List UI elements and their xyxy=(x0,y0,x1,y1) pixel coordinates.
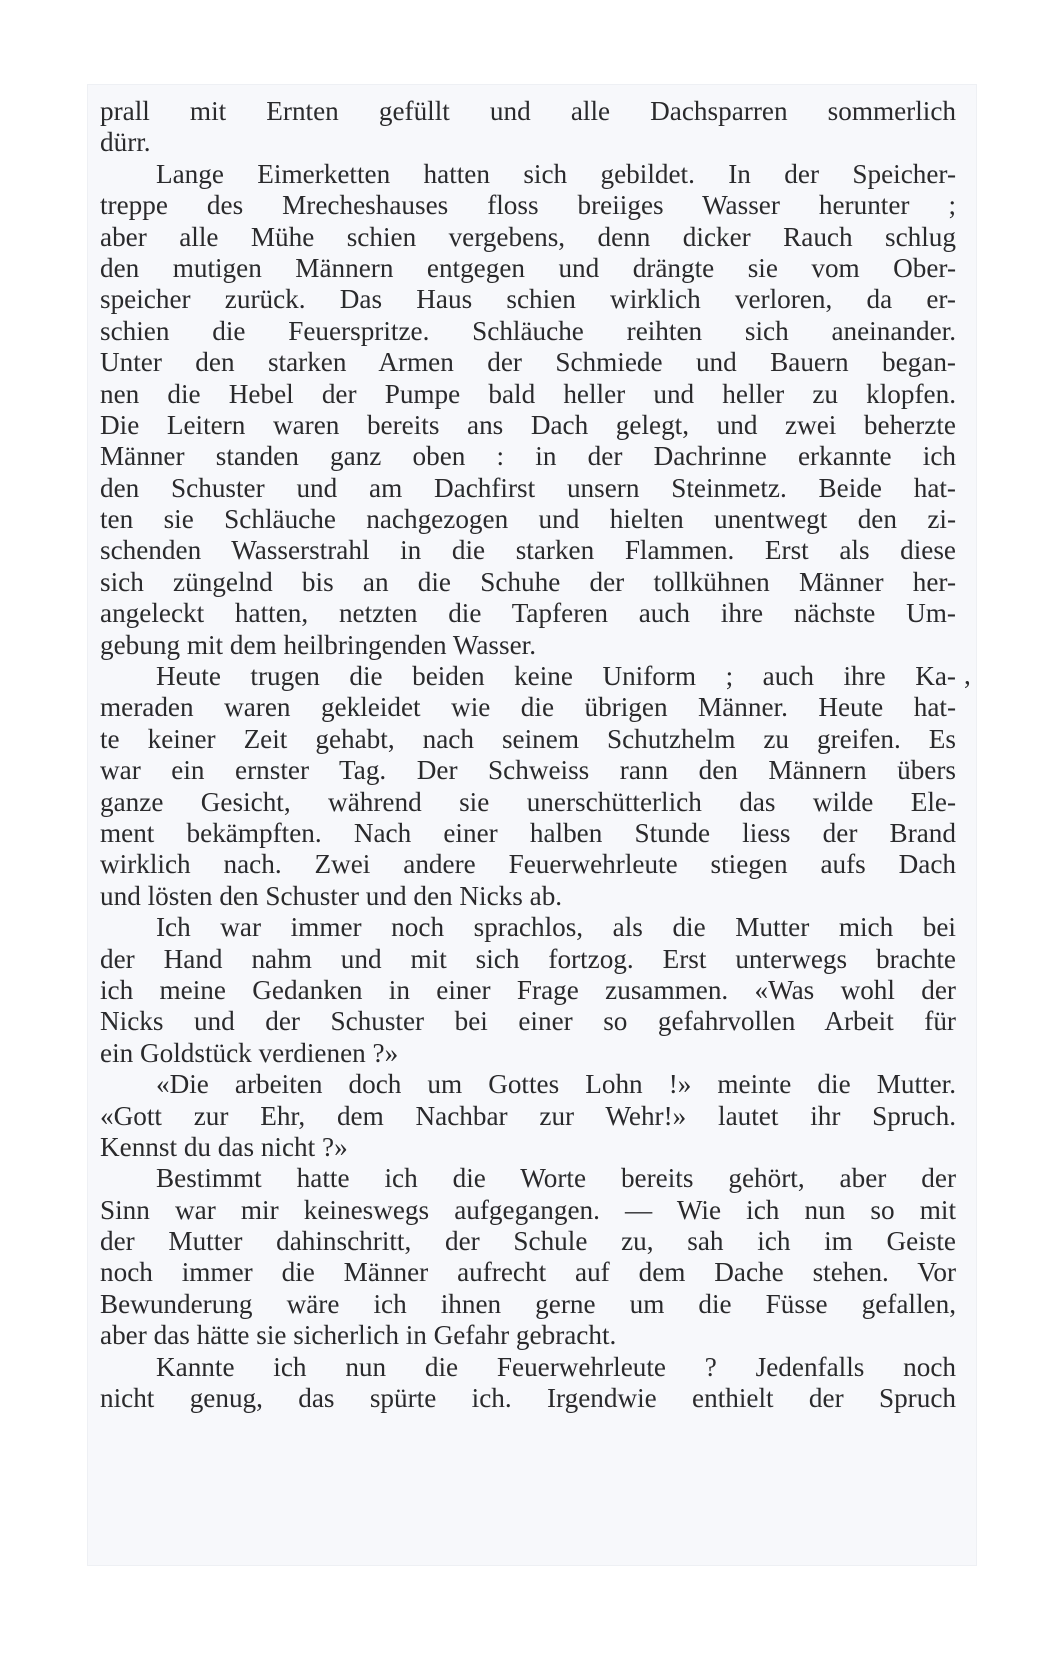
margin-mark: , xyxy=(964,660,971,690)
text-line: gebung mit dem heilbringenden Wasser. xyxy=(100,629,536,660)
text-line: den Schuster und am Dachfirst unsern Steinmetz. Beide hat- xyxy=(100,472,956,503)
text-line: war ein ernster Tag. Der Schweiss rann den Männern übers xyxy=(100,755,956,786)
text-line: ich meine Gedanken in einer Frage zusammen. «Was wohl der xyxy=(100,974,956,1005)
text-line: aber das hätte sie sicherlich in Gefahr gebracht. xyxy=(100,1320,617,1351)
text-line: Sinn war mir keineswegs aufgegangen. — Wie ich nun so mit xyxy=(100,1194,956,1225)
text-line: Bewunderung wäre ich ihnen gerne um die Füsse gefallen, xyxy=(100,1288,956,1319)
text-line: ganze Gesicht, während sie unerschütterlich das wilde Ele- xyxy=(100,786,956,817)
text-line: der Hand nahm und mit sich fortzog. Erst unterwegs brachte xyxy=(100,943,956,974)
text-line: «Gott zur Ehr, dem Nachbar zur Wehr!» lautet ihr Spruch. xyxy=(100,1100,956,1131)
text-line: der Mutter dahinschritt, der Schule zu, sah ich im Geiste xyxy=(100,1226,956,1257)
text-line: Kannte ich nun die Feuerwehrleute ? Jedenfalls noch xyxy=(156,1351,956,1382)
paragraph-2 xyxy=(100,159,956,661)
text-line: nen die Hebel der Pumpe bald heller und heller zu klopfen. xyxy=(100,378,956,409)
text-line: schenden Wasserstrahl in die starken Flammen. Erst als diese xyxy=(100,535,956,566)
text-line: ein Goldstück verdienen ?» xyxy=(100,1037,399,1068)
text-line: ment bekämpften. Nach einer halben Stunde liess der Brand xyxy=(100,817,956,848)
text-line: Unter den starken Armen der Schmiede und Bauern began- xyxy=(100,347,956,378)
paragraph-7 xyxy=(100,1352,956,1415)
text-line: Die Leitern waren bereits ans Dach gelegt, und zwei beherzte xyxy=(100,409,956,440)
paragraph-3 xyxy=(100,661,956,912)
text-line: schien die Feuerspritze. Schläuche reihten sich aneinander. xyxy=(100,315,956,346)
text-line: noch immer die Männer aufrecht auf dem Dache stehen. Vor xyxy=(100,1257,956,1288)
paragraph-4 xyxy=(100,912,956,1069)
text-line: angeleckt hatten, netzten die Tapferen auch ihre nächste Um- xyxy=(100,598,956,629)
text-line: treppe des Mrecheshauses floss breiiges Wasser herunter ; xyxy=(100,190,956,221)
paragraph-1 xyxy=(100,96,956,159)
text-line: meraden waren gekleidet wie die übrigen Männer. Heute hat- xyxy=(100,692,956,723)
text-line: speicher zurück. Das Haus schien wirklich verloren, da er- xyxy=(100,284,956,315)
text-line: ten sie Schläuche nachgezogen und hielten unentwegt den zi- xyxy=(100,504,956,535)
text-line: Kennst du das nicht ?» xyxy=(100,1131,348,1162)
text-line: wirklich nach. Zwei andere Feuerwehrleute stiegen aufs Dach xyxy=(100,849,956,880)
paragraph-5 xyxy=(100,1069,956,1163)
text-line: «Die arbeiten doch um Gottes Lohn !» meinte die Mutter. xyxy=(156,1069,956,1100)
text-line: den mutigen Männern entgegen und drängte sie vom Ober- xyxy=(100,252,956,283)
text-line: und lösten den Schuster und den Nicks ab. xyxy=(100,880,563,911)
text-line: Ich war immer noch sprachlos, als die Mutter mich bei xyxy=(156,912,956,943)
text-line: aber alle Mühe schien vergebens, denn dicker Rauch schlug xyxy=(100,221,956,252)
body-text xyxy=(100,96,956,1414)
paragraph-6 xyxy=(100,1163,956,1351)
text-line: nicht genug, das spürte ich. Irgendwie enthielt der Spruch xyxy=(100,1383,956,1414)
text-line: Lange Eimerketten hatten sich gebildet. In der Speicher- xyxy=(156,158,956,189)
text-line: te keiner Zeit gehabt, nach seinem Schutzhelm zu greifen. Es xyxy=(100,723,956,754)
text-line: sich züngelnd bis an die Schuhe der tollkühnen Männer her- xyxy=(100,566,956,597)
text-line: dürr. xyxy=(100,127,151,158)
text-line: Männer standen ganz oben : in der Dachrinne erkannte ich xyxy=(100,441,956,472)
text-line: Heute trugen die beiden keine Uniform ; auch ihre Ka- xyxy=(156,661,956,692)
text-line: Nicks und der Schuster bei einer so gefahrvollen Arbeit für xyxy=(100,1006,956,1037)
text-line: Bestimmt hatte ich die Worte bereits gehört, aber der xyxy=(156,1163,956,1194)
text-line: prall mit Ernten gefüllt und alle Dachsparren sommerlich xyxy=(100,96,956,126)
